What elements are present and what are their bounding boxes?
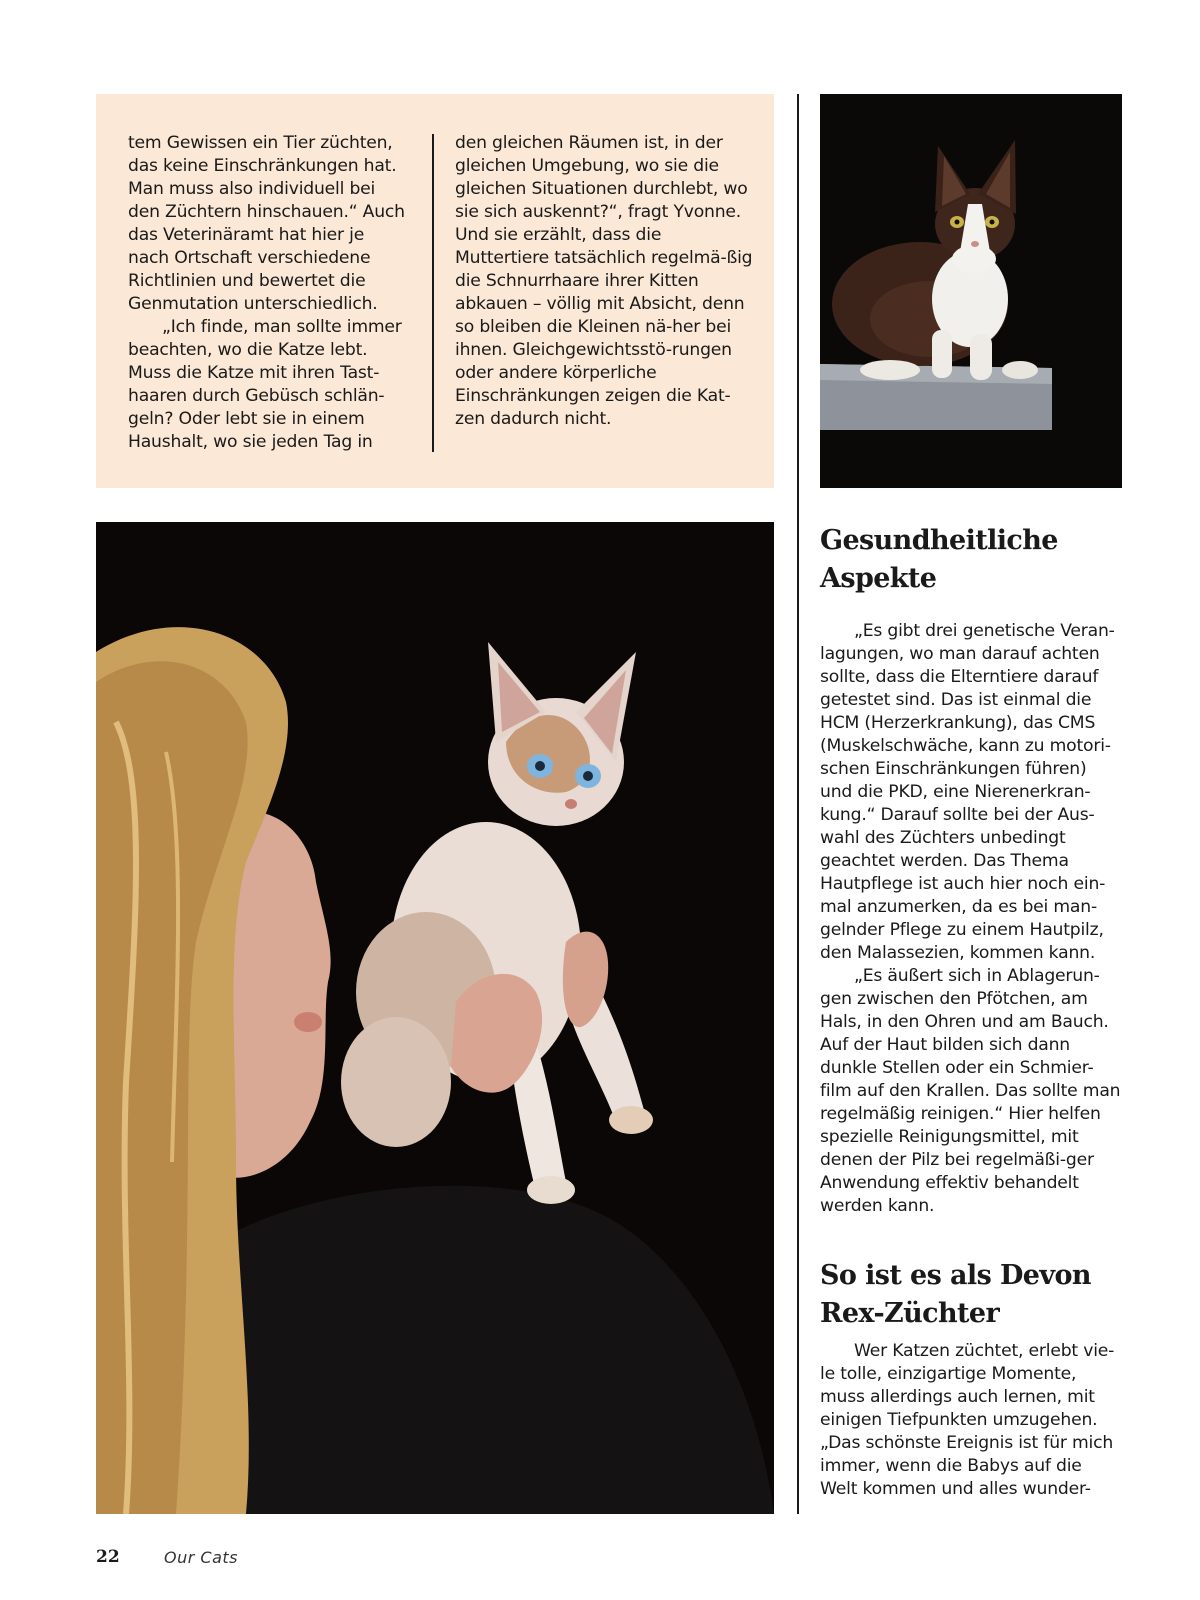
column-divider <box>432 134 434 452</box>
section-heading: So ist es als Devon Rex-Züchter <box>820 1260 1091 1329</box>
text-box <box>96 94 774 488</box>
section-body <box>820 1340 1122 1501</box>
paragraph: den gleichen Räumen ist, in der gleichen Umgebung, wo sie die gleichen Situationen durchlebt, wo sie sich auskennt?“, fragt Yvonne. Und sie erzählt, dass die Muttertiere tatsächlich regelmä-ßig die Schnurrhaare ihrer Kitten abkauen – völlig mit Absicht, denn so bleiben die Kleinen nä-her bei ihnen. Gleichgewichtsstö-rungen oder andere körperliche Einschränkungen zeigen die Kat-zen dadurch nicht. <box>455 133 753 429</box>
magazine-name: Our Cats <box>164 1548 238 1567</box>
section-body <box>820 620 1122 1218</box>
paragraph: „Ich finde, man sollte immer beachten, wo die Katze lebt. Muss die Katze mit ihren Tast-haaren durch Gebüsch schlän-geln? Oder lebt sie in einem Haushalt, wo sie jeden Tag in <box>128 317 402 452</box>
section-heading: Gesundheitliche Aspekte <box>820 525 1058 594</box>
cat-photo-brown-white <box>820 94 1122 488</box>
paragraph: „Es äußert sich in Ablagerun-gen zwischen den Pfötchen, am Hals, in den Ohren und am Bauch. Auf der Haut bilden sich dann dunkle Stellen oder ein Schmier-film auf den Krallen. Das sollte man regelmäßig reinigen.“ Hier helfen spezielle Reinigungsmittel, mit denen der Pilz bei regelmäßi-ger Anwendung effektiv behandelt werden kann. <box>820 966 1121 1216</box>
text-column-left <box>128 132 408 454</box>
vertical-rule <box>797 94 799 1514</box>
woman-with-kitten-photo <box>96 522 774 1514</box>
page-number: 22 <box>96 1547 120 1567</box>
paragraph: tem Gewissen ein Tier züchten, das keine Einschränkungen hat. Man muss also individuell bei den Züchtern hinschauen.“ Auch das Veterinäramt hat hier je nach Ortschaft verschiedene Richtlinien und bewertet die Genmutation unterschiedlich. <box>128 133 405 314</box>
paragraph: Wer Katzen züchtet, erlebt vie-le tolle, einzigartige Momente, muss allerdings auch lernen, mit einigen Tiefpunkten umzugehen. „Das schönste Ereignis ist für mich immer, wenn die Babys auf die Welt kommen und alles wunder- <box>820 1341 1115 1499</box>
text-column-right <box>455 132 755 431</box>
paragraph: „Es gibt drei genetische Veran-lagungen, wo man darauf achten sollte, dass die Elterntiere darauf getestet sind. Das ist einmal die HCM (Herzerkrankung), das CMS (Muskelschwäche, kann zu motori-schen Einschränkungen führen) und die PKD, eine Nierenerkran-kung.“ Darauf sollte bei der Aus-wahl des Züchters unbedingt geachtet werden. Das Thema Hautpflege ist auch hier noch ein-mal anzumerken, da es bei man-gelnder Pflege zu einem Hautpilz, den Malassezien, kommen kann. <box>820 621 1115 963</box>
